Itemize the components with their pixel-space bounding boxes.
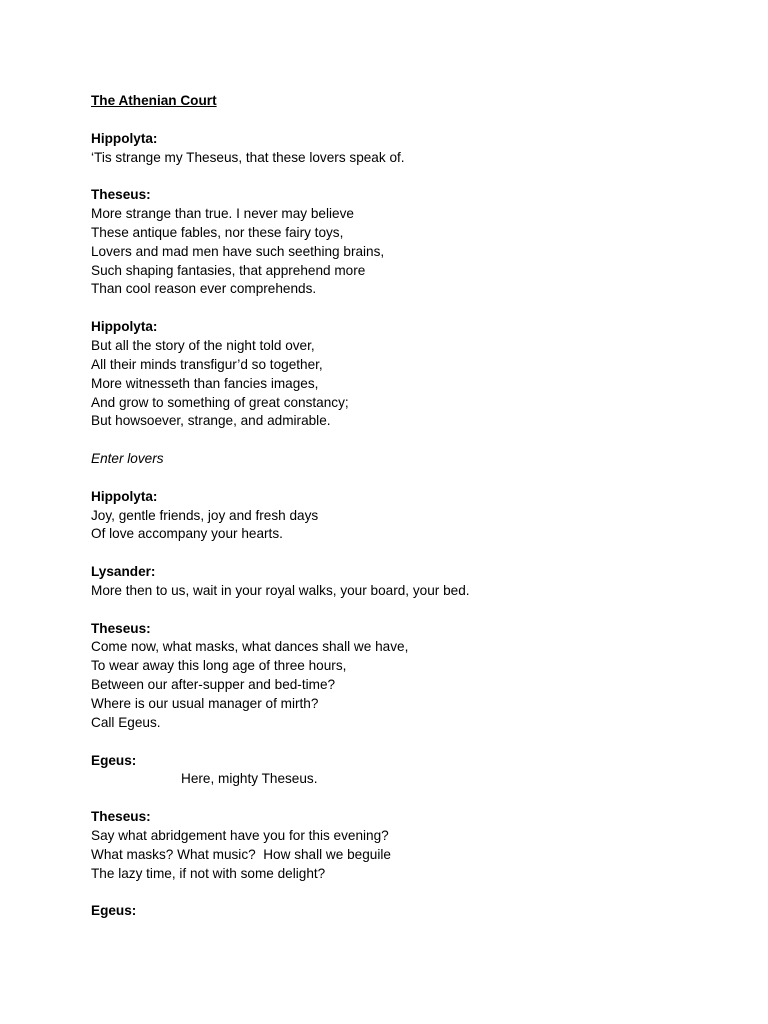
speaker-name: Theseus: — [91, 620, 151, 636]
speaker-name: Egeus: — [91, 903, 137, 919]
speaker-name: Theseus: — [91, 187, 151, 203]
speech-block — [91, 318, 731, 431]
speaker-name: Theseus: — [91, 809, 151, 825]
dialogue-line: ‘Tis strange my Theseus, that these lovers speak of. — [91, 149, 405, 165]
dialogue-line: To wear away this long age of three hours, — [91, 658, 347, 674]
dialogue-line: Call Egeus. — [91, 714, 161, 730]
speech-block — [91, 620, 731, 733]
dialogue-line: More then to us, wait in your royal walks, your board, your bed. — [91, 582, 470, 598]
dialogue-line: Here, mighty Theseus. — [181, 771, 318, 787]
dialogue-line: Between our after-supper and bed-time? — [91, 677, 336, 693]
dialogue-line: All their minds transfigur’d so together, — [91, 356, 323, 372]
speech-block — [91, 130, 731, 168]
dialogue-line: But howsoever, strange, and admirable. — [91, 413, 331, 429]
speech-block — [91, 563, 731, 601]
speech-block — [91, 808, 731, 883]
page-title: The Athenian Court — [91, 93, 217, 108]
dialogue-line: And grow to something of great constancy; — [91, 394, 349, 410]
dialogue-line: Such shaping fantasies, that apprehend more — [91, 262, 366, 278]
speech-block — [91, 488, 731, 545]
dialogue-line: Joy, gentle friends, joy and fresh days — [91, 507, 319, 523]
dialogue-line: Where is our usual manager of mirth? — [91, 696, 319, 711]
script-body — [91, 130, 731, 921]
dialogue-line: What masks? What music? How shall we beguile — [91, 846, 391, 862]
dialogue-line: Than cool reason ever comprehends. — [91, 281, 317, 297]
dialogue-line: The lazy time, if not with some delight? — [91, 865, 326, 881]
speaker-name: Egeus: — [91, 752, 137, 768]
speaker-name: Hippolyta: — [91, 319, 158, 335]
speaker-name: Hippolyta: — [91, 488, 158, 504]
stage-direction-text: Enter lovers — [91, 451, 164, 467]
document-page — [91, 92, 731, 921]
speaker-name: Lysander: — [91, 564, 156, 580]
speech-block — [91, 186, 731, 299]
dialogue-line: Come now, what masks, what dances shall we have, — [91, 639, 409, 655]
speaker-name: Hippolyta: — [91, 130, 158, 146]
stage-direction — [91, 450, 731, 469]
dialogue-line: Say what abridgement have you for this evening? — [91, 827, 389, 843]
dialogue-line: But all the story of the night told over, — [91, 337, 315, 353]
speech-block — [91, 902, 731, 921]
dialogue-line: Of love accompany your hearts. — [91, 526, 283, 542]
dialogue-line: More strange than true. I never may believe — [91, 206, 354, 222]
dialogue-line: These antique fables, nor these fairy toys, — [91, 224, 344, 240]
dialogue-line: Lovers and mad men have such seething brains, — [91, 243, 385, 259]
speech-block — [91, 752, 731, 790]
dialogue-line: More witnesseth than fancies images, — [91, 375, 319, 391]
